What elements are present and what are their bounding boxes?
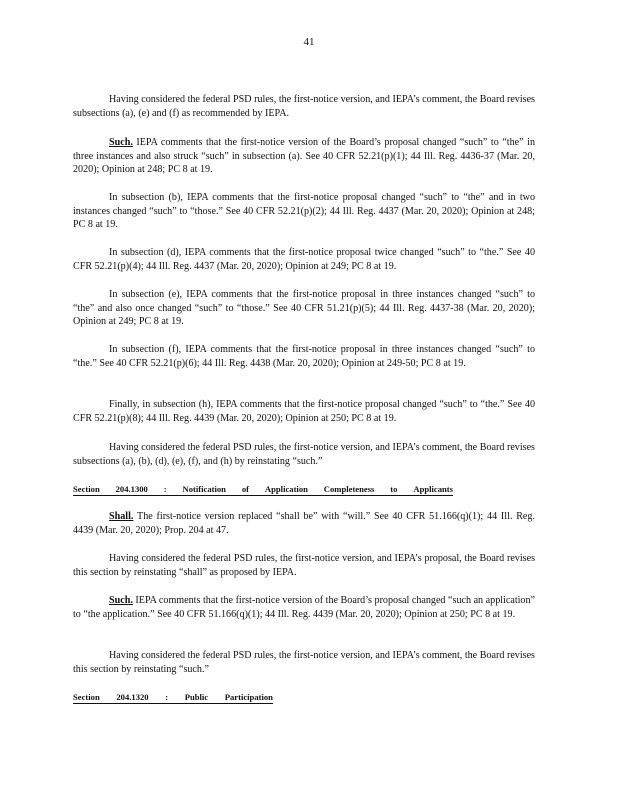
paragraph-2-text: IEPA comments that the first-notice version of the Board’s proposal changed “such” to “the” in three instances and also struck “such” in subsection (a). See 40 CFR 52.21(p)(1); 44 Ill. Reg. 4436-37 (Mar. 20, 2020); Opinion at 248; PC 8 at 19.	[73, 137, 535, 176]
section-heading-204-1300: Section 204.1300 : Notification of Application Completeness to Applicants	[73, 484, 453, 494]
paragraph-7: Finally, in subsection (h), IEPA comments that the first-notice proposal changed “such” to “the.” See 40 CFR 52.21(p)(8); 44 Ill. Reg. 4439 (Mar. 20, 2020); Opinion at 250; PC 8 at 19.	[73, 399, 535, 424]
paragraph-5: In subsection (e), IEPA comments that the first-notice proposal in three instances changed “such” to “the” and also once changed “such” to “those.” See 40 CFR 51.21(p)(5); 44 Ill. Reg. 4437-38 (Mar. 20, 2020); Opinion at 249; PC 8 at 19.	[73, 289, 535, 328]
paragraph-9-text: The first-notice version replaced “shall be” with “will.” See 40 CFR 51.166(q)(1); 44 Ill. Reg. 4439 (Mar. 20, 2020); Prop. 204 at 47.	[73, 511, 535, 536]
paragraph-12: Having considered the federal PSD rules, the first-notice version, and IEPA’s comment, the Board revises this section by reinstating “such.”	[73, 650, 535, 675]
paragraph-11-text: IEPA comments that the first-notice version of the Board’s proposal changed “such an application” to “the application.” See 40 CFR 51.166(q)(1); 44 Ill. Reg. 4439 (Mar. 20, 2020); Opinion at 250; PC 8 at 19.	[73, 595, 535, 620]
paragraph-11	[73, 594, 535, 621]
section-heading-204-1320: Section 204.1320 : Public Participation	[73, 692, 273, 702]
paragraph-6: In subsection (f), IEPA comments that the first-notice proposal in three instances changed “such” to “the.” See 40 CFR 52.21(p)(6); 44 Ill. Reg. 4438 (Mar. 20, 2020); Opinion at 249-50; PC 8 at 19.	[73, 344, 535, 369]
paragraph-9	[73, 510, 535, 537]
lead-such: Such.	[109, 137, 133, 148]
paragraph-2	[73, 136, 535, 177]
lead-such-2: Such.	[109, 595, 133, 606]
paragraph-1: Having considered the federal PSD rules, the first-notice version, and IEPA’s comment, the Board revises subsections (a), (e) and (f) as recommended by IEPA.	[73, 94, 535, 119]
page-number: 41	[303, 36, 315, 48]
lead-shall: Shall.	[109, 511, 134, 522]
paragraph-4: In subsection (d), IEPA comments that the first-notice proposal twice changed “such” to “the.” See 40 CFR 52.21(p)(4); 44 Ill. Reg. 4437 (Mar. 20, 2020); Opinion at 249; PC 8 at 19.	[73, 247, 535, 272]
paragraph-8: Having considered the federal PSD rules, the first-notice version, and IEPA’s comment, the Board revises subsections (a), (b), (d), (e), (f), and (h) by reinstating “such.”	[73, 442, 535, 467]
paragraph-10: Having considered the federal PSD rules, the first-notice version, and IEPA’s proposal, the Board revises this section by reinstating “shall” as proposed by IEPA.	[73, 553, 535, 578]
paragraph-3: In subsection (b), IEPA comments that the first-notice proposal changed “such” to “the” and in two instances changed “such” to “those.” See 40 CFR 52.21(p)(2); 44 Ill. Reg. 4437 (Mar. 20, 2020); Opinion at 248; PC 8 at 19.	[73, 192, 535, 231]
